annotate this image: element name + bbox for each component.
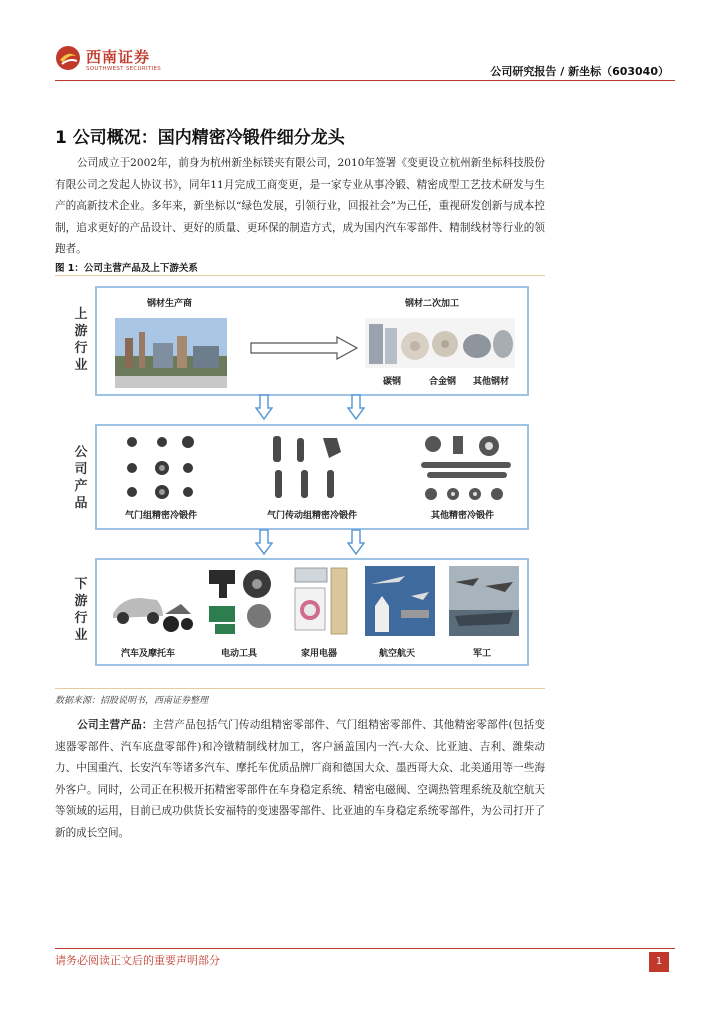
- intro-paragraph: [55, 153, 545, 261]
- products-panel: [95, 424, 529, 530]
- power-tools-label: 电动工具: [221, 649, 258, 659]
- logo-english-name: SOUTHWEST SECURITIES: [86, 66, 162, 72]
- footer-disclaimer: 请务必阅读正文后的重要声明部分: [55, 954, 220, 967]
- secondary-processing-label: 钢材二次加工: [405, 299, 460, 309]
- steel-plant-image: [115, 318, 227, 388]
- home-appliances-image: [293, 566, 349, 638]
- home-appliances-label: 家用电器: [301, 649, 338, 659]
- upstream-label: 上游行业: [74, 307, 88, 373]
- aerospace-label: 航空航天: [379, 649, 416, 659]
- report-label: 公司研究报告 / 新坐标（603040）: [490, 65, 669, 78]
- figure-source: 数据来源：招股说明书，西南证券整理: [55, 696, 209, 706]
- main-products-paragraph: [55, 715, 545, 844]
- products-label: 公司产品: [74, 445, 88, 511]
- page-number: 1: [649, 952, 669, 972]
- carbon-steel-label: 碳钢: [383, 377, 402, 387]
- down-arrow-icon: [255, 529, 273, 555]
- car-motorcycle-image: [111, 584, 193, 636]
- logo-name: 西南证券: [86, 48, 151, 66]
- section-title: 1 公司概况：国内精密冷锻件细分龙头: [55, 128, 345, 148]
- figure-caption: 图 1：公司主营产品及上下游关系: [55, 263, 198, 274]
- valve-parts-image: [122, 434, 202, 502]
- upstream-panel: [95, 286, 529, 396]
- other-steel-label: 其他钢材: [473, 377, 510, 387]
- power-tools-image: [205, 566, 277, 638]
- aerospace-image: [365, 566, 435, 636]
- main-products-text: 主营产品包括气门传动组精密零部件、气门组精密零部件、其他精密零部件(包括变速器零部件、汽车底盘零部件)和冷镦精制线材加工，客户涵盖国内一汽-大众、比亚迪、吉利、潍柴动力、中国重汽、长安汽车等诸多汽车、摩托车优质品牌厂商和德国大众、墨西哥大众、北美通用等一些海外客户。同时，公司正在积极开拓精密零部件在车身稳定系统、精密电磁阀、空调热管理系统及航空航天等领域的运用，目前已成功供货长安福特的变速器零部件、比亚迪的车身稳定系统零部件，为公司打开了新的成长空间。: [55, 719, 545, 839]
- valve-train-group-label: 气门传动组精密冷锻件: [267, 511, 358, 521]
- right-arrow-icon: [249, 336, 359, 360]
- figure-bottom-rule: [55, 688, 545, 689]
- figure-top-rule: [55, 275, 545, 276]
- military-image: [449, 566, 519, 636]
- company-logo-icon: [55, 45, 81, 71]
- value-chain-figure: [55, 278, 545, 688]
- downstream-panel: [95, 558, 529, 666]
- intro-text: 公司成立于2002年，前身为杭州新坐标镁夹有限公司，2010年签署《变更设立杭州新坐标科技股份有限公司之发起人协议书》，同年11月完成工商变更，是一家专业从事冷锻、精密成型工艺技术研发与生产的高新技术企业。多年来，新坐标以“绿色发展，引领行业，回报社会”为己任，重视研发创新与成本控制，追求更好的产品设计、更好的质量、更环保的制造方式，成为国内汽车零部件、精制线材等行业的领跑者。: [55, 157, 545, 255]
- other-forgings-label: 其他精密冷锻件: [431, 511, 495, 521]
- auto-moto-label: 汽车及摩托车: [121, 649, 176, 659]
- downstream-label: 下游行业: [74, 577, 88, 643]
- valve-group-label: 气门组精密冷锻件: [125, 511, 198, 521]
- footer-divider: [55, 948, 675, 949]
- down-arrow-icon: [347, 529, 365, 555]
- steel-materials-image: [365, 318, 515, 368]
- military-label: 军工: [473, 649, 492, 659]
- down-arrow-icon: [347, 394, 365, 420]
- alloy-steel-label: 合金钢: [429, 377, 457, 387]
- steel-producer-label: 钢材生产商: [147, 299, 193, 309]
- down-arrow-icon: [255, 394, 273, 420]
- valve-train-parts-image: [267, 434, 357, 502]
- header-divider: [55, 80, 675, 81]
- main-products-label: 公司主营产品：: [77, 719, 153, 731]
- other-parts-image: [417, 434, 517, 506]
